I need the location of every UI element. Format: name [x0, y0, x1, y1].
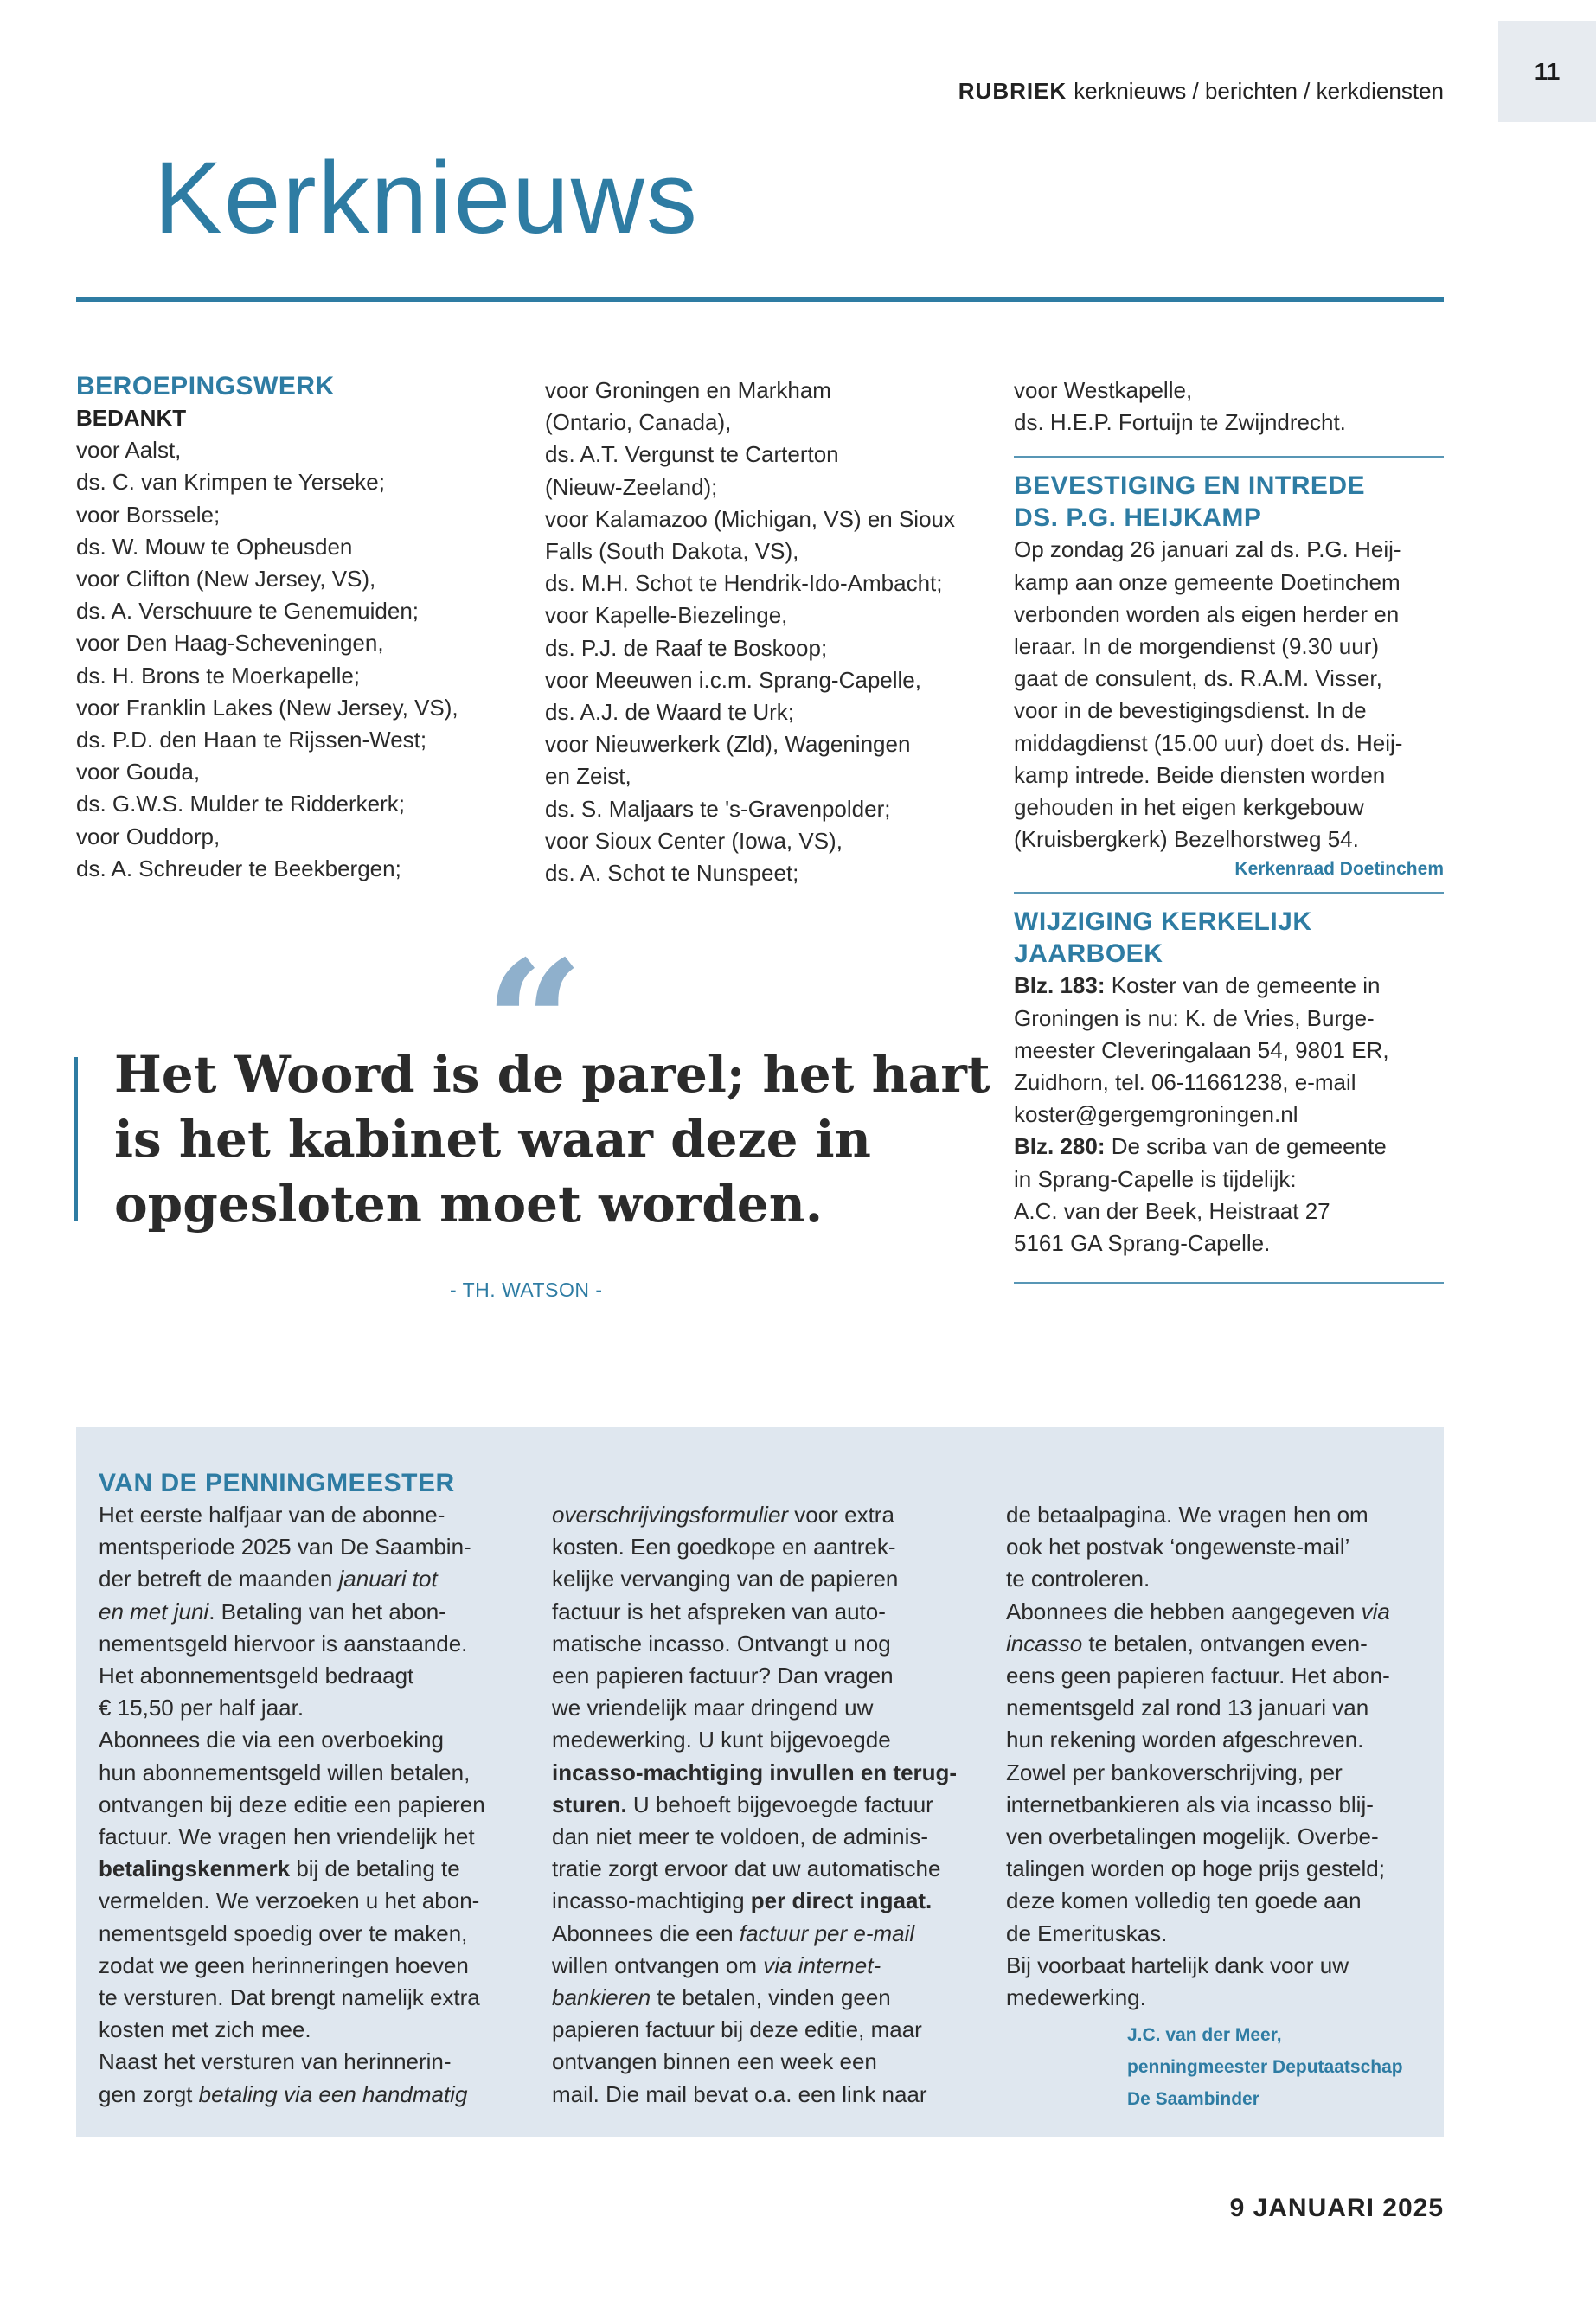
- text-line: middagdienst (15.00 uur) doet ds. Heij-: [1014, 729, 1403, 756]
- signature-line: J.C. van der Meer,: [1127, 2025, 1282, 2046]
- text-line: voor Gouda,: [76, 759, 201, 785]
- text-line: te versturen. Dat brengt namelijk extra: [99, 1984, 480, 2011]
- text-line: voor Groningen en Markham: [545, 377, 831, 403]
- text-line: [552, 1982, 993, 2014]
- text-fragment: te betalen, vinden geen: [651, 1984, 891, 2011]
- bold-fragment: per direct ingaat.: [750, 1888, 933, 1914]
- rubriek-text: kerknieuws / berichten / kerkdiensten: [1074, 78, 1444, 104]
- text-line: talingen worden op hoge prijs gesteld;: [1006, 1856, 1385, 1882]
- page-number: 11: [1498, 21, 1596, 122]
- signature: Kerkenraad Doetinchem: [1234, 859, 1444, 880]
- penningmeester-box: [76, 1427, 1444, 2137]
- text-line: internetbankieren als via incasso blij-: [1006, 1791, 1374, 1817]
- text-line: ds. M.H. Schot te Hendrik-Ido-Ambacht;: [545, 570, 943, 597]
- penningmeester-col-3: [1006, 1499, 1430, 2115]
- bedankt-subheading: BEDANKT: [76, 405, 187, 431]
- text-line: gehouden in het eigen kerkgebouw: [1014, 794, 1364, 821]
- text-line: voor Den Haag-Scheveningen,: [76, 630, 384, 657]
- text-line: Falls (South Dakota, VS),: [545, 538, 799, 565]
- text-line: ds. G.W.S. Mulder te Ridderkerk;: [76, 791, 406, 817]
- text-line: voor Nieuwerkerk (Zld), Wageningen: [545, 731, 911, 758]
- italic-fragment: januari tot: [338, 1566, 438, 1593]
- penningmeester-signature: [1127, 2019, 1430, 2115]
- text-line: € 15,50 per half jaar.: [99, 1695, 304, 1721]
- text-line: voor Sioux Center (Iowa, VS),: [545, 827, 843, 854]
- text-line: tratie zorgt ervoor dat uw automatische: [552, 1856, 941, 1882]
- text-line: (Ontario, Canada),: [545, 409, 732, 436]
- text-line: nementsgeld zal rond 13 januari van: [1006, 1695, 1369, 1721]
- penningmeester-col-2: [552, 1499, 993, 2111]
- text-line: Het abonnementsgeld bedraagt: [99, 1663, 414, 1689]
- text-line: een papieren factuur? Dan vragen: [552, 1663, 894, 1689]
- text-line: kamp intrede. Beide diensten worden: [1014, 761, 1386, 788]
- text-line: [99, 2079, 540, 2111]
- text-fragment: Abonnees die een: [552, 1920, 740, 1946]
- text-line: (Nieuw-Zeeland);: [545, 473, 718, 500]
- text-line: ds. A.J. de Waard te Urk;: [545, 699, 795, 726]
- italic-fragment: via internet-: [763, 1952, 881, 1978]
- text-line: en Zeist,: [545, 763, 631, 790]
- text-line: ds. A.T. Vergunst te Carterton: [545, 441, 839, 468]
- text-line: Naast het versturen van herinnerin-: [99, 2048, 452, 2075]
- text-line: voor Westkapelle,: [1014, 377, 1193, 403]
- bevestiging-section: [1014, 470, 1444, 883]
- text-line: kosten. Een goedkope en aantrek-: [552, 1534, 896, 1561]
- italic-fragment: bankieren: [552, 1984, 651, 2011]
- text-line: zodat we geen herinneringen hoeven: [99, 1952, 469, 1978]
- bold-fragment: incasso-machtiging invullen en terug-: [552, 1759, 958, 1785]
- penningmeester-heading: VAN DE PENNINGMEESTER: [99, 1469, 455, 1497]
- text-line: ds. C. van Krimpen te Yerseke;: [76, 469, 385, 496]
- text-line: ds. A. Schreuder te Beekbergen;: [76, 855, 401, 881]
- section-divider: [1014, 892, 1444, 894]
- italic-fragment: overschrijvingsformulier: [552, 1502, 789, 1528]
- section-divider: [1014, 1282, 1444, 1284]
- signature-line: penningmeester Deputaatschap: [1127, 2057, 1403, 2078]
- italic-fragment: via: [1361, 1598, 1390, 1625]
- text-line: Groningen is nu: K. de Vries, Burge-: [1014, 1004, 1375, 1031]
- text-line: ds. P.D. den Haan te Rijssen-West;: [76, 727, 427, 753]
- text-line: gaat de consulent, ds. R.A.M. Visser,: [1014, 665, 1382, 692]
- text-fragment: bij de betaling te: [290, 1856, 460, 1882]
- text-line: nementsgeld spoedig over te maken,: [99, 1920, 468, 1946]
- beroepingswerk-col-2: [545, 375, 995, 889]
- text-line: voor Aalst,: [76, 437, 182, 464]
- beroepingswerk-col-1: [76, 370, 517, 885]
- quote-mark-icon: “: [484, 923, 585, 1126]
- text-line: factuur is het afspreken van auto-: [552, 1598, 886, 1625]
- text-line: [1014, 1131, 1444, 1163]
- text-line: ds. W. Mouw te Opheusden: [76, 533, 353, 560]
- quote-line: opgesloten moet worden.: [114, 1175, 824, 1234]
- text-line: voor Ouddorp,: [76, 823, 221, 849]
- text-line: mentsperiode 2025 van De Saambin-: [99, 1534, 471, 1561]
- quote-bar: [74, 1057, 78, 1221]
- quote-author: - TH. WATSON -: [450, 1279, 603, 1301]
- text-fragment: U behoeft bijgevoegde factuur: [626, 1791, 933, 1817]
- text-line: Bij voorbaat hartelijk dank voor uw: [1006, 1952, 1349, 1978]
- text-line: meester Cleveringalaan 54, 9801 ER,: [1014, 1036, 1389, 1063]
- title-divider: [76, 297, 1444, 302]
- text-line: mail. Die mail bevat o.a. een link naar: [552, 2080, 927, 2107]
- text-line: kosten met zich mee.: [99, 2016, 311, 2043]
- bold-fragment: sturen.: [552, 1791, 627, 1817]
- text-line: [1006, 1628, 1430, 1660]
- jaarboek-heading: JAARBOEK: [1014, 939, 1163, 969]
- text-line: [552, 1789, 993, 1821]
- text-line: ds. P.J. de Raaf te Boskoop;: [545, 634, 828, 661]
- italic-fragment: betaling via een handmatig: [198, 2080, 468, 2107]
- italic-fragment: en met juni: [99, 1598, 209, 1625]
- text-line: [1006, 1596, 1430, 1628]
- text-line: hun rekening worden afgeschreven.: [1006, 1727, 1364, 1753]
- text-line: te controleren.: [1006, 1566, 1151, 1593]
- text-line: ven overbetalingen mogelijk. Overbe-: [1006, 1823, 1379, 1850]
- text-line: [99, 1563, 540, 1595]
- text-line: ds. A. Schot te Nunspeet;: [545, 860, 799, 887]
- text-line: (Kruisbergkerk) Bezelhorstweg 54.: [1014, 826, 1359, 853]
- text-fragment: Abonnees die hebben aangegeven: [1006, 1598, 1362, 1625]
- text-line: [1014, 970, 1444, 1002]
- text-line: papieren factuur bij deze editie, maar: [552, 2016, 922, 2043]
- italic-fragment: factuur per e-mail: [739, 1920, 915, 1946]
- text-line: A.C. van der Beek, Heistraat 27: [1014, 1197, 1330, 1224]
- text-line: ds. A. Verschuure te Genemuiden;: [76, 598, 420, 625]
- text-fragment: De scriba van de gemeente: [1105, 1133, 1387, 1160]
- text-line: hun abonnementsgeld willen betalen,: [99, 1759, 471, 1785]
- text-line: voor Meeuwen i.c.m. Sprang-Capelle,: [545, 666, 921, 693]
- text-line: ook het postvak ‘ongewenste-mail’: [1006, 1534, 1350, 1561]
- text-fragment: incasso-machtiging: [552, 1888, 751, 1914]
- text-line: verbonden worden als eigen herder en: [1014, 600, 1400, 627]
- jaarboek-heading: WIJZIGING KERKELIJK: [1014, 907, 1312, 937]
- page-title: Kerknieuws: [154, 141, 699, 255]
- jaarboek-section: [1014, 906, 1444, 1259]
- text-line: ds. H.E.P. Fortuijn te Zwijndrecht.: [1014, 409, 1346, 436]
- text-line: voor Franklin Lakes (New Jersey, VS),: [76, 694, 458, 721]
- text-line: de betaalpagina. We vragen hen om: [1006, 1502, 1368, 1528]
- email-text: koster@gergemgroningen.nl: [1014, 1101, 1298, 1128]
- text-line: voor in de bevestigingsdienst. In de: [1014, 697, 1367, 724]
- text-line: Zowel per bankoverschrijving, per: [1006, 1759, 1343, 1785]
- bevestiging-heading: BEVESTIGING EN INTREDE: [1014, 471, 1366, 501]
- text-line: matische incasso. Ontvangt u nog: [552, 1630, 891, 1657]
- text-line: [552, 1918, 993, 1950]
- text-line: ds. H. Brons te Moerkapelle;: [76, 662, 361, 689]
- blz-label: Blz. 183:: [1014, 972, 1106, 999]
- text-line: ontvangen binnen een week een: [552, 2048, 877, 2075]
- text-line: factuur. We vragen hen vriendelijk het: [99, 1823, 475, 1850]
- pull-quote: [114, 1042, 990, 1237]
- text-line: [552, 1757, 993, 1789]
- text-line: kamp aan onze gemeente Doetinchem: [1014, 568, 1401, 595]
- text-fragment: Koster van de gemeente in: [1105, 972, 1381, 999]
- section-divider: [1014, 456, 1444, 458]
- text-line: medewerking. U kunt bijgevoegde: [552, 1727, 891, 1753]
- text-fragment: willen ontvangen om: [552, 1952, 764, 1978]
- text-fragment: te betalen, ontvangen even-: [1082, 1630, 1368, 1657]
- text-line: dan niet meer te voldoen, de adminis-: [552, 1823, 929, 1850]
- text-line: nementsgeld hiervoor is aanstaande.: [99, 1630, 468, 1657]
- text-fragment: der betreft de maanden: [99, 1566, 339, 1593]
- text-fragment: gen zorgt: [99, 2080, 199, 2107]
- text-line: we vriendelijk maar dringend uw: [552, 1695, 874, 1721]
- text-line: Zuidhorn, tel. 06-11661238, e-mail: [1014, 1069, 1356, 1096]
- text-line: Abonnees die via een overboeking: [99, 1727, 444, 1753]
- text-line: voor Kalamazoo (Michigan, VS) en Sioux: [545, 505, 956, 532]
- bold-fragment: betalingskenmerk: [99, 1856, 291, 1882]
- blz-label: Blz. 280:: [1014, 1133, 1106, 1160]
- text-line: [552, 1885, 993, 1917]
- text-line: Op zondag 26 januari zal ds. P.G. Heij-: [1014, 536, 1401, 563]
- beroepingswerk-heading: BEROEPINGSWERK: [76, 372, 335, 401]
- text-line: [99, 1853, 540, 1885]
- text-line: deze komen volledig ten goede aan: [1006, 1888, 1362, 1914]
- text-line: [552, 1499, 993, 1531]
- italic-fragment: incasso: [1006, 1630, 1083, 1657]
- text-line: vermelden. We verzoeken u het abon-: [99, 1888, 480, 1914]
- section-label: [958, 78, 1444, 105]
- text-line: leraar. In de morgendienst (9.30 uur): [1014, 633, 1380, 660]
- text-line: ontvangen bij deze editie een papieren: [99, 1791, 485, 1817]
- text-line: in Sprang-Capelle is tijdelijk:: [1014, 1165, 1297, 1192]
- issue-date: 9 JANUARI 2025: [1229, 2194, 1444, 2222]
- text-line: voor Borssele;: [76, 501, 221, 528]
- text-line: 5161 GA Sprang-Capelle.: [1014, 1230, 1271, 1257]
- bevestiging-heading: DS. P.G. HEIJKAMP: [1014, 503, 1262, 533]
- column-3: [1014, 375, 1444, 1284]
- text-line: kelijke vervanging van de papieren: [552, 1566, 899, 1593]
- text-line: [552, 1950, 993, 1982]
- text-line: medewerking.: [1006, 1984, 1146, 2011]
- text-line: de Emerituskas.: [1006, 1920, 1168, 1946]
- signature-line: De Saambinder: [1127, 2089, 1259, 2110]
- rubriek-label: RUBRIEK: [958, 78, 1067, 104]
- quote-line: Het Woord is de parel; het hart: [114, 1045, 990, 1104]
- text-line: eens geen papieren factuur. Het abon-: [1006, 1663, 1390, 1689]
- text-line: voor Kapelle-Biezelinge,: [545, 602, 788, 629]
- text-fragment: voor extra: [788, 1502, 894, 1528]
- text-line: ds. S. Maljaars te 's-Gravenpolder;: [545, 795, 891, 822]
- text-line: Het eerste halfjaar van de abonne-: [99, 1502, 445, 1528]
- text-line: [99, 1596, 540, 1628]
- text-fragment: . Betaling van het abon-: [208, 1598, 446, 1625]
- penningmeester-col-1: [99, 1467, 540, 2111]
- quote-line: is het kabinet waar deze in: [114, 1110, 871, 1169]
- text-line: voor Clifton (New Jersey, VS),: [76, 566, 376, 593]
